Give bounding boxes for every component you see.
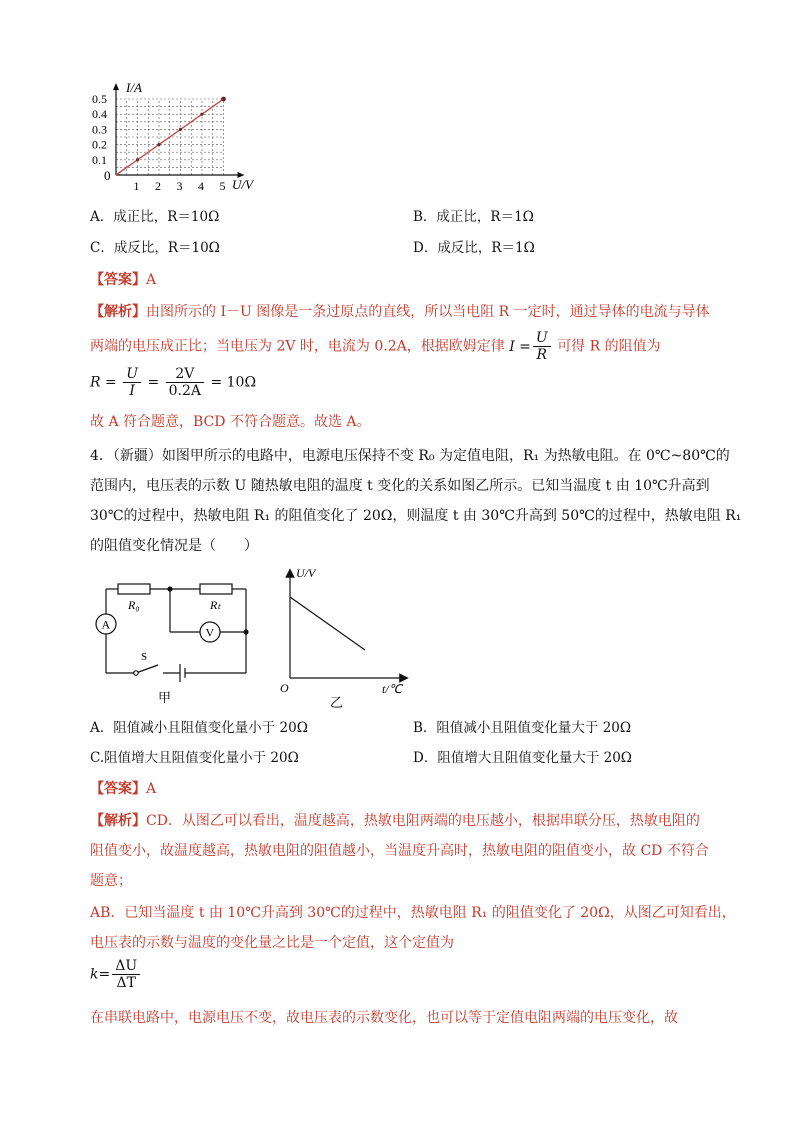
circuit-caption: 甲 — [158, 690, 172, 705]
q4-answer-tag: 【答案】 — [90, 781, 146, 797]
iu-xtick-label: 4 — [198, 179, 204, 193]
q4-analysis-line-1 — [90, 811, 700, 831]
iu-chart — [86, 80, 276, 195]
q4-stem-line-4: 的阻值变化情况是（ ） — [90, 538, 258, 554]
ut-graph — [278, 565, 418, 713]
q3-option-b: B．成正比，R＝1Ω — [413, 209, 534, 225]
k-den: ΔT — [116, 975, 136, 991]
q4-analysis-line-6: 在串联电路中，电源电压不变，故电压表的示数变化，也可以等于定值电阻两端的电压变化，故 — [90, 1010, 678, 1026]
k-lhs: k= — [90, 966, 111, 983]
calc-fraction-2 — [166, 366, 204, 399]
calc-num-1: U — [123, 366, 141, 383]
q3-analysis-text-2b: 可得 R 的阻值为 — [557, 338, 661, 355]
iu-data-point — [200, 113, 203, 116]
q4-stem-line-1: 4．（新疆）如图甲所示的电路中，电源电压保持不变 R₀ 为定值电阻，R₁ 为热敏电阻。在 0℃~80℃的 — [90, 448, 730, 464]
iu-data-point — [221, 97, 226, 102]
calc-den-1: I — [129, 383, 135, 399]
iu-xtick-label: 2 — [155, 179, 161, 193]
iu-chart-xlabel: U/V — [232, 177, 253, 192]
q3-option-a: A．成正比，R＝10Ω — [90, 209, 220, 225]
ut-caption: 乙 — [330, 695, 344, 710]
ut-line — [290, 597, 365, 650]
calc-den-2: 0.2A — [168, 383, 202, 399]
ut-ylabel: U/V — [296, 566, 316, 580]
iu-ytick-label: 0.3 — [92, 122, 107, 137]
rt-label: Rₜ — [210, 598, 221, 612]
iu-xtick-label: 1 — [133, 179, 140, 193]
iu-chart-series — [116, 97, 226, 175]
q3-answer — [90, 270, 156, 290]
resistor-rt — [200, 584, 232, 594]
q3-answer-tag: 【答案】 — [90, 272, 146, 288]
r0-label: R₀ — [128, 598, 140, 612]
q3-analysis-line-2 — [90, 330, 661, 363]
q3-analysis-text-1: 由图所示的 I－U 图像是一条过原点的直线，所以当电阻 R 一定时，通过导体的电流与导体 — [146, 304, 710, 320]
calc-num-2: 2V — [166, 366, 204, 383]
iu-y-arrow — [113, 83, 119, 90]
q4-option-a: A．阻值减小且阻值变化量小于 20Ω — [90, 720, 308, 736]
iu-xtick-label: 3 — [176, 179, 183, 193]
ammeter-label: A — [101, 617, 111, 632]
ohm-fraction — [533, 330, 551, 363]
calc-eq: = — [147, 374, 160, 391]
q3-calc-formula — [90, 366, 256, 399]
ohm-den: R — [536, 347, 548, 363]
calc-fraction-1 — [123, 366, 141, 399]
q3-analysis-text-2a: 两端的电压成正比；当电压为 2V 时，电流为 0.2A，根据欧姆定律 — [90, 338, 505, 355]
q4-option-d: D．阻值增大且阻值变化量大于 20Ω — [413, 750, 632, 766]
q4-option-b: B．阻值减小且阻值变化量大于 20Ω — [413, 720, 632, 736]
k-formula — [90, 958, 142, 991]
q3-option-c: C．成反比，R＝10Ω — [90, 240, 220, 256]
k-fraction — [112, 958, 140, 991]
ut-origin: O — [280, 681, 289, 695]
iu-data-point — [157, 143, 160, 146]
ut-xlabel: t/℃ — [382, 682, 403, 696]
resistor-r0 — [118, 584, 150, 594]
k-num: ΔU — [112, 958, 140, 975]
circuit-diagram — [88, 574, 260, 709]
calc-lhs: R = — [90, 374, 117, 391]
calc-result: = 10Ω — [210, 374, 257, 391]
q3-analysis-tag: 【解析】 — [90, 304, 146, 320]
q4-answer-value: A — [146, 781, 157, 797]
voltmeter-label: V — [205, 625, 215, 640]
iu-chart-ylabel: I/A — [126, 80, 142, 95]
q3-analysis-line-1 — [90, 302, 710, 322]
q3-answer-value: A — [146, 272, 157, 288]
iu-ytick-label: 0.1 — [92, 152, 107, 167]
switch-label: S — [141, 651, 148, 663]
q4-stem-line-2: 范围内，电压表的示数 U 随热敏电阻的温度 t 变化的关系如图乙所示。已知当温度 t 由 10℃升高到 — [90, 478, 710, 494]
q4-analysis-line-2: 阻值变小，故温度越高，热敏电阻的阻值越小，当温度升高时，热敏电阻的阻值变小，故 CD 不符合 — [90, 843, 709, 859]
q4-analysis-text-1: CD．从图乙可以看出，温度越高，热敏电阻两端的电压越小，根据串联分压，热敏电阻的 — [146, 813, 700, 829]
q4-analysis-tag: 【解析】 — [90, 813, 146, 829]
q4-answer — [90, 779, 156, 799]
iu-ytick-label: 0.2 — [92, 137, 107, 152]
iu-chart-origin: 0 — [104, 168, 111, 183]
q3-option-d: D．成反比，R＝1Ω — [413, 240, 535, 256]
q4-option-c: C.阻值增大且阻值变化量小于 20Ω — [90, 750, 299, 766]
q4-analysis-line-3: 题意； — [90, 873, 132, 889]
iu-data-point — [136, 158, 139, 161]
q4-analysis-line-5: 电压表的示数与温度的变化量之比是一个定值，这个定值为 — [90, 935, 454, 951]
ohm-law-formula — [509, 330, 557, 363]
iu-ytick-label: 0.5 — [92, 92, 107, 106]
q4-analysis-line-4: AB．已知当温度 t 由 10℃升高到 30℃的过程中，热敏电阻 R₁ 的阻值变化了 20Ω，从图乙可知看出， — [90, 905, 736, 921]
iu-xtick-label: 5 — [219, 179, 226, 193]
ohm-lhs: I = — [509, 338, 531, 355]
iu-ytick-label: 0.4 — [92, 107, 107, 122]
ohm-num: U — [533, 330, 551, 347]
iu-data-point — [179, 128, 182, 131]
q3-conclusion: 故 A 符合题意，BCD 不符合题意。故选 A。 — [90, 414, 371, 430]
q4-stem-line-3: 30℃的过程中，热敏电阻 R₁ 的阻值变化了 20Ω，则温度 t 由 30℃升高到 50℃的过程中，热敏电阻 R₁ — [90, 508, 742, 524]
